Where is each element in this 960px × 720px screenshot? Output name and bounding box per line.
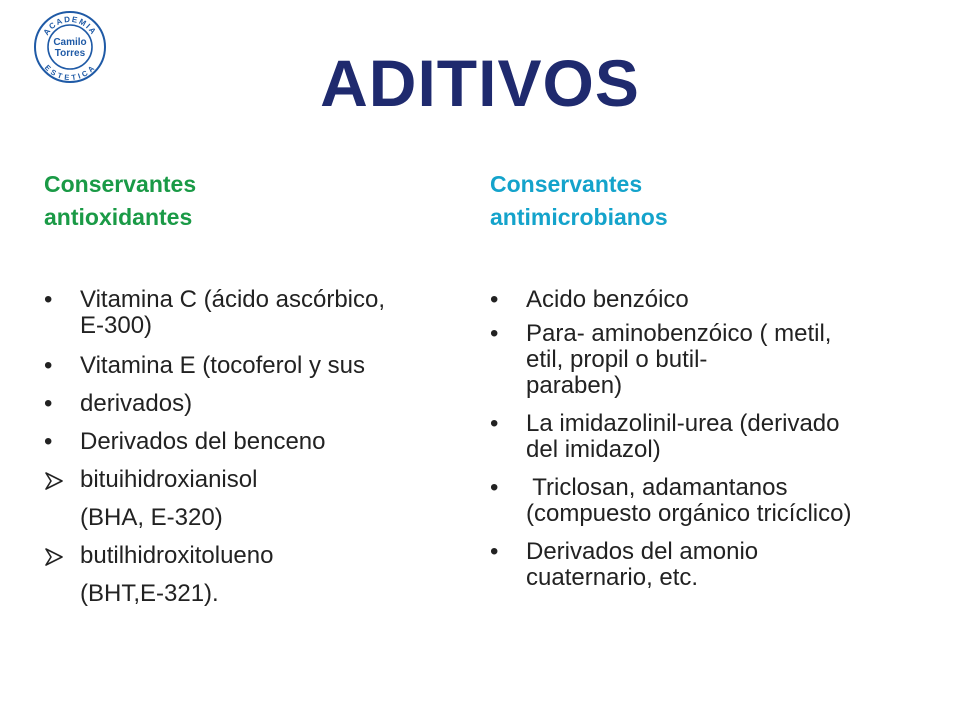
right-heading-line2: antimicrobianos (490, 204, 668, 230)
left-heading-line1: Conservantes (44, 171, 197, 197)
right-column (490, 168, 940, 591)
list-item-continuation: (BHA, E-320) (80, 504, 223, 531)
logo-bottom-text: ESTETICA (42, 62, 98, 83)
bullet-icon: • (490, 410, 499, 437)
bullet-icon: • (44, 352, 53, 379)
list-item: butilhidroxitolueno (44, 543, 464, 569)
page-title: ADITIVOS (320, 46, 640, 120)
list-item: • Triclosan, adamantanos (compuesto orgánico tricíclico) (490, 474, 852, 527)
list-item: • Derivados del amonio cuaternario, etc. (490, 538, 759, 591)
list-item: • Derivados del benceno (44, 428, 326, 455)
bullet-icon: • (490, 286, 499, 313)
list-item: • Vitamina E (tocoferol y sus (44, 352, 366, 379)
right-heading-line1: Conservantes (490, 171, 643, 197)
left-column (44, 168, 464, 607)
list-item: bituihidroxianisol (44, 467, 464, 493)
bullet-icon: • (490, 474, 499, 501)
list-item: • La imidazolinil-urea (derivado del imidazol) (490, 410, 840, 463)
logo-name-line1: Camilo (53, 37, 87, 48)
bullet-icon: • (44, 390, 53, 417)
bullet-icon: • (44, 286, 53, 313)
logo-name-line2: Torres (54, 48, 86, 59)
arrow-bullet-icon (44, 472, 64, 490)
list-item: • Vitamina C (ácido ascórbico, E-300) (44, 286, 386, 339)
arrow-bullet-icon (44, 548, 64, 566)
list-item-continuation: (BHT,E-321). (80, 580, 219, 607)
list-item: • derivados) (44, 390, 193, 417)
left-list (44, 287, 464, 493)
bullet-icon: • (490, 320, 499, 347)
left-heading-line2: antioxidantes (44, 204, 193, 230)
list-item: • Acido benzóico (490, 286, 689, 313)
logo-top-text: ACADEMIA (41, 14, 99, 37)
bullet-icon: • (44, 428, 53, 455)
bullet-icon: • (490, 538, 499, 565)
right-list (490, 287, 940, 591)
list-item: • Para- aminobenzóico ( metil, etil, propil o butil- paraben) (490, 320, 832, 399)
